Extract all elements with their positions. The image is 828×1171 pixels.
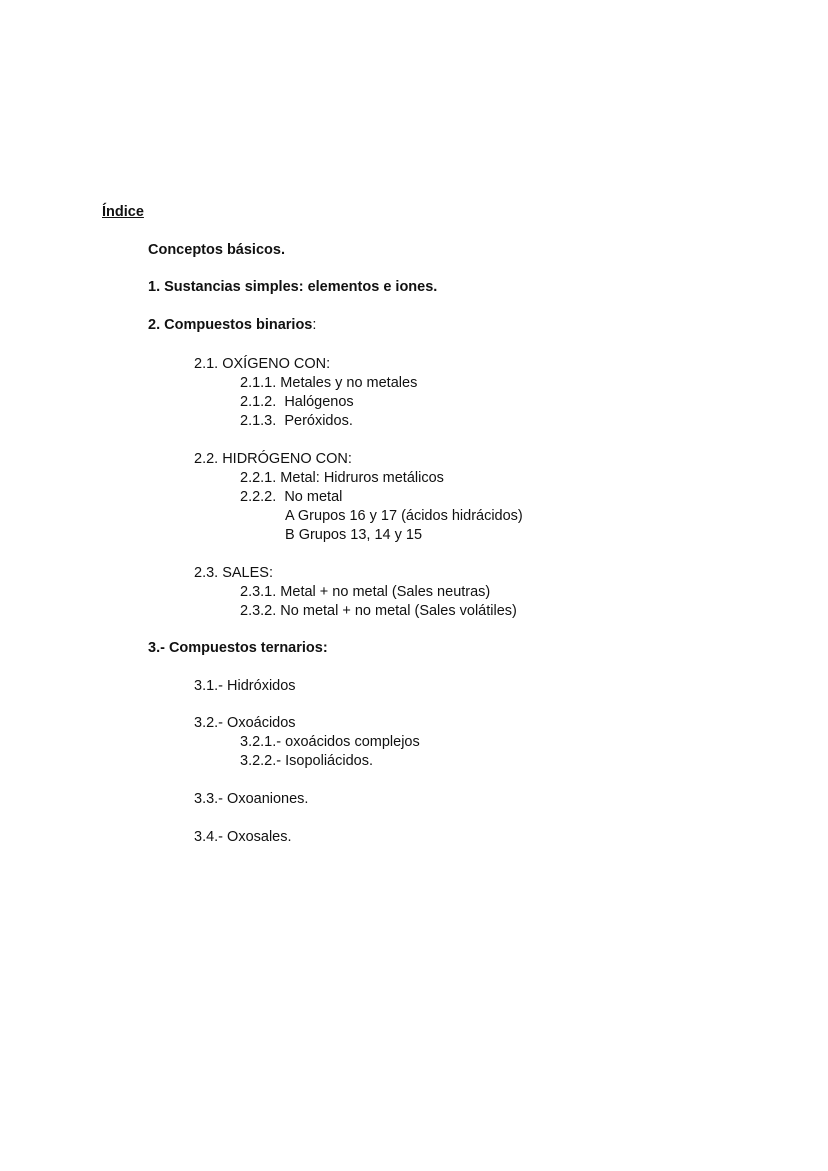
toc-entry-2-2-2-b: B Grupos 13, 14 y 15 xyxy=(285,527,423,543)
toc-entry-2-1-2: 2.1.2. Halógenos xyxy=(240,394,354,410)
toc-entry-2-3-2: 2.3.2. No metal + no metal (Sales volátiles) xyxy=(240,603,517,619)
toc-entry-3-2-1: 3.2.1.- oxoácidos complejos xyxy=(240,734,420,750)
toc-entry-2-2: 2.2. HIDRÓGENO CON: xyxy=(194,451,352,467)
toc-entry-3-2: 3.2.- Oxoácidos xyxy=(194,715,296,731)
toc-entry-3-1: 3.1.- Hidróxidos xyxy=(194,678,296,694)
toc-entry-2-1-1: 2.1.1. Metales y no metales xyxy=(240,375,418,391)
toc-entry-2-1: 2.1. OXÍGENO CON: xyxy=(194,356,331,372)
index-title: Índice xyxy=(102,204,144,220)
toc-entry-3-3: 3.3.- Oxoaniones. xyxy=(194,791,309,807)
toc-entry-2-2-1: 2.2.1. Metal: Hidruros metálicos xyxy=(240,470,444,486)
toc-entry-2-2-2: 2.2.2. No metal xyxy=(240,489,343,505)
toc-entry-conceptos: Conceptos básicos. xyxy=(148,242,285,258)
toc-entry-2-3-1: 2.3.1. Metal + no metal (Sales neutras) xyxy=(240,584,491,600)
toc-entry-2 xyxy=(148,316,316,334)
toc-entry-1: 1. Sustancias simples: elementos e iones. xyxy=(148,279,438,295)
toc-entry-3-4: 3.4.- Oxosales. xyxy=(194,829,292,845)
toc-entry-2-suffix: : xyxy=(312,317,317,333)
toc-entry-2-2-2-a: A Grupos 16 y 17 (ácidos hidrácidos) xyxy=(285,508,523,524)
toc-entry-2-3: 2.3. SALES: xyxy=(194,565,273,581)
toc-entry-3-2-2: 3.2.2.- Isopoliácidos. xyxy=(240,753,373,769)
toc-entry-2-1-3: 2.1.3. Peróxidos. xyxy=(240,413,353,429)
toc-entry-3: 3.- Compuestos ternarios: xyxy=(148,640,328,656)
toc-entry-2-label: 2. Compuestos binarios xyxy=(148,317,313,333)
